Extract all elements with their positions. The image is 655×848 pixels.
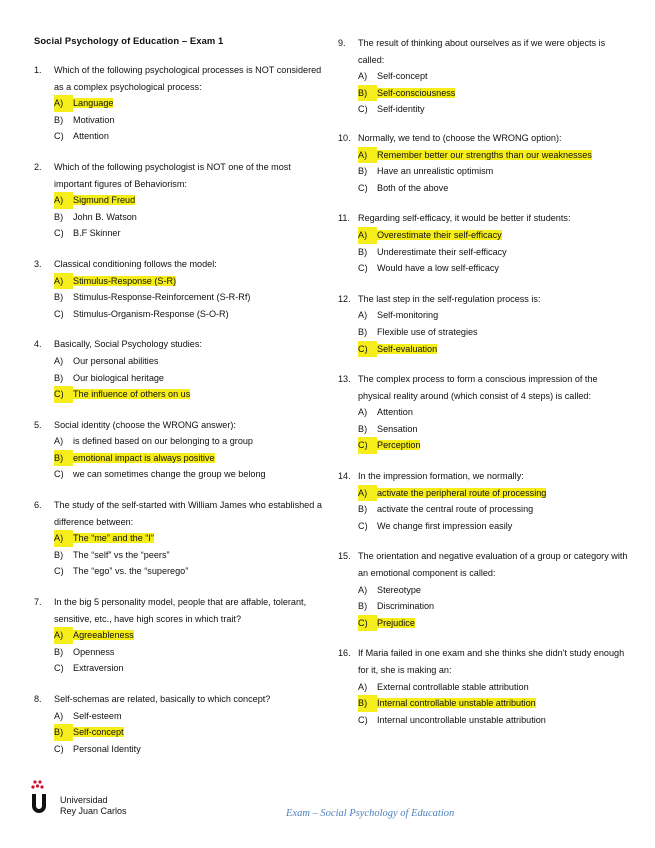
option-text: Self-monitoring — [377, 310, 439, 321]
option-letter: B) — [54, 724, 73, 741]
option-text-wrap — [377, 421, 630, 438]
university-line1: Universidad — [60, 795, 108, 805]
option-text: Overestimate their self-efficacy — [377, 229, 502, 240]
option-text-wrap — [377, 712, 630, 729]
option-letter: B) — [54, 211, 64, 222]
option-text-wrap — [73, 547, 324, 564]
option-c — [358, 260, 630, 277]
question-14 — [338, 468, 630, 534]
option-text: Both of the above — [377, 182, 449, 193]
option-letter: B) — [54, 549, 64, 560]
option-letter: C) — [358, 615, 377, 632]
option-letter: B) — [358, 326, 368, 337]
option-text: is defined based on our belonging to a group — [73, 436, 253, 447]
option-text: Sigmund Freud — [73, 195, 136, 206]
option-letter: B) — [54, 450, 73, 467]
option-text-wrap — [377, 341, 630, 358]
options-list — [34, 95, 324, 145]
option-text: Extraversion — [73, 663, 124, 674]
option-text: Openness — [73, 646, 115, 657]
option-letter: C) — [358, 437, 377, 454]
left-column — [34, 62, 324, 757]
option-c — [358, 101, 630, 118]
option-b-highlighted — [358, 85, 630, 102]
option-text-wrap — [377, 324, 630, 341]
options-list — [34, 433, 324, 483]
option-text-wrap — [377, 485, 630, 502]
option-letter: B) — [358, 601, 368, 612]
option-text: Self-consciousness — [377, 87, 456, 98]
question-6 — [34, 497, 324, 580]
options-list — [34, 353, 324, 403]
question-text: The study of the self-started with William James who established a difference between: — [54, 500, 322, 527]
option-letter: A) — [358, 310, 368, 321]
option-b-highlighted — [54, 724, 324, 741]
option-text: The “ego” vs. the “superego” — [73, 566, 189, 577]
option-letter: C) — [358, 520, 368, 531]
option-text-wrap — [377, 244, 630, 261]
option-text: Discrimination — [377, 601, 435, 612]
option-text-wrap — [377, 180, 630, 197]
option-letter: C) — [54, 743, 64, 754]
option-text-wrap — [377, 501, 630, 518]
question-number: 14. — [338, 471, 351, 482]
options-list — [34, 273, 324, 323]
option-text-wrap — [73, 724, 324, 741]
option-text-wrap — [73, 466, 324, 483]
option-text: Internal controllable unstable attribution — [377, 698, 536, 709]
question-header — [34, 691, 324, 708]
option-letter: C) — [54, 663, 64, 674]
option-letter: A) — [54, 192, 73, 209]
option-a — [54, 353, 324, 370]
option-letter: B) — [358, 166, 368, 177]
question-header — [338, 130, 630, 147]
option-letter: B) — [54, 372, 64, 383]
option-a-highlighted — [358, 227, 630, 244]
question-number: 2. — [34, 161, 42, 172]
question-number: 8. — [34, 694, 42, 704]
option-text-wrap — [73, 627, 324, 644]
option-letter: C) — [358, 341, 377, 358]
exam-title: Social Psychology of Education – Exam 1 — [34, 35, 224, 46]
option-text: Attention — [73, 131, 109, 142]
option-text-wrap — [73, 530, 324, 547]
option-a — [358, 679, 630, 696]
option-text: Self-evaluation — [377, 343, 438, 354]
option-text-wrap — [377, 307, 630, 324]
question-text: The last step in the self-regulation process is: — [358, 293, 541, 304]
option-a-highlighted — [54, 273, 324, 290]
question-number: 10. — [338, 132, 351, 143]
option-text-wrap — [73, 225, 324, 242]
option-text: The “me” and the “I” — [73, 533, 154, 544]
logo-u-icon — [32, 794, 46, 813]
question-text: Which of the following psychologist is NOT one of the most important figures of Behaviorism: — [54, 161, 291, 189]
option-letter: A) — [54, 710, 64, 721]
option-letter: C) — [54, 308, 64, 319]
question-text: Classical conditioning follows the model: — [54, 258, 217, 269]
option-a — [54, 433, 324, 450]
option-text: Motivation — [73, 114, 115, 125]
option-text: Stimulus-Response-Reinforcement (S-R-Rf) — [73, 292, 251, 303]
question-text: If Maria failed in one exam and she thinks she didn't study enough for it, she is making an: — [358, 648, 625, 675]
option-letter: B) — [54, 646, 64, 657]
option-text: Self-esteem — [73, 710, 122, 721]
right-column — [338, 35, 630, 728]
option-a — [54, 708, 324, 725]
option-text-wrap — [73, 644, 324, 661]
option-a — [358, 404, 630, 421]
option-text: We change first impression easily — [377, 520, 513, 531]
option-text-wrap — [73, 563, 324, 580]
option-c-highlighted — [358, 341, 630, 358]
option-b — [358, 501, 630, 518]
question-16 — [338, 645, 630, 728]
option-letter: B) — [358, 504, 368, 515]
option-text-wrap — [377, 679, 630, 696]
question-header — [34, 62, 324, 95]
option-text-wrap — [73, 209, 324, 226]
option-letter: A) — [358, 147, 377, 164]
question-9 — [338, 35, 630, 118]
option-text-wrap — [377, 695, 630, 712]
question-header — [338, 548, 630, 581]
option-c — [358, 180, 630, 197]
option-c — [54, 128, 324, 145]
option-letter: C) — [54, 131, 64, 142]
option-text: Perception — [377, 440, 421, 451]
option-text: Prejudice — [377, 617, 415, 628]
option-text-wrap — [377, 404, 630, 421]
question-header — [338, 35, 630, 68]
question-header — [34, 594, 324, 627]
option-letter: B) — [54, 114, 64, 125]
option-text-wrap — [73, 450, 324, 467]
options-list — [338, 147, 630, 197]
option-c — [358, 518, 630, 535]
option-letter: A) — [358, 584, 368, 595]
option-a-highlighted — [358, 485, 630, 502]
question-header — [338, 371, 630, 404]
option-a-highlighted — [54, 627, 324, 644]
question-number: 6. — [34, 500, 42, 511]
option-text-wrap — [377, 147, 630, 164]
option-letter: B) — [358, 423, 368, 434]
question-text: Social identity (choose the WRONG answer): — [54, 419, 236, 430]
option-c-highlighted — [358, 615, 630, 632]
option-a — [358, 68, 630, 85]
question-text: Which of the following psychological processes is NOT considered as a complex psychological process: — [54, 65, 322, 92]
option-b — [358, 163, 630, 180]
option-b — [54, 644, 324, 661]
question-8 — [34, 691, 324, 757]
option-letter: A) — [54, 627, 73, 644]
options-list — [338, 679, 630, 729]
option-text: Underestimate their self-efficacy — [377, 246, 507, 257]
question-header — [338, 291, 630, 308]
option-c — [54, 741, 324, 758]
option-text: Agreeableness — [73, 630, 134, 641]
option-text-wrap — [73, 708, 324, 725]
question-text: Basically, Social Psychology studies: — [54, 339, 202, 350]
option-letter: A) — [54, 273, 73, 290]
options-list — [34, 192, 324, 242]
option-b — [358, 324, 630, 341]
options-list — [338, 68, 630, 118]
option-text: Self-concept — [377, 71, 428, 82]
option-text-wrap — [73, 289, 324, 306]
question-number: 12. — [338, 293, 351, 304]
options-list — [338, 485, 630, 535]
question-header — [34, 336, 324, 353]
option-letter: A) — [54, 355, 64, 366]
option-b-highlighted — [358, 695, 630, 712]
option-text-wrap — [377, 68, 630, 85]
option-c-highlighted — [358, 437, 630, 454]
option-text: Our personal abilities — [73, 355, 159, 366]
option-text-wrap — [377, 518, 630, 535]
option-a-highlighted — [358, 147, 630, 164]
question-number: 11. — [338, 213, 350, 224]
question-5 — [34, 417, 324, 483]
question-header — [338, 210, 630, 227]
option-text: Self-identity — [377, 104, 425, 115]
option-letter: B) — [54, 292, 64, 303]
option-b — [358, 598, 630, 615]
option-text: Language — [73, 98, 114, 109]
option-a-highlighted — [54, 530, 324, 547]
option-text-wrap — [377, 227, 630, 244]
option-text-wrap — [377, 582, 630, 599]
option-c — [54, 660, 324, 677]
option-text-wrap — [73, 353, 324, 370]
option-text: Sensation — [377, 423, 418, 434]
option-text-wrap — [73, 386, 324, 403]
option-b — [54, 112, 324, 129]
question-7 — [34, 594, 324, 677]
question-header — [34, 256, 324, 273]
question-10 — [338, 130, 630, 196]
option-text-wrap — [73, 433, 324, 450]
option-text-wrap — [73, 660, 324, 677]
options-list — [34, 627, 324, 677]
question-text: Self-schemas are related, basically to which concept? — [54, 694, 271, 704]
option-c — [54, 466, 324, 483]
option-text: activate the peripheral route of processing — [377, 487, 547, 498]
option-c — [54, 225, 324, 242]
option-letter: A) — [358, 681, 368, 692]
option-text-wrap — [73, 273, 324, 290]
question-number: 15. — [338, 551, 351, 562]
option-b — [358, 244, 630, 261]
option-c — [54, 306, 324, 323]
option-text-wrap — [73, 370, 324, 387]
question-4 — [34, 336, 324, 402]
option-text: Self-concept — [73, 727, 124, 738]
option-letter: A) — [358, 71, 368, 82]
option-text-wrap — [73, 741, 324, 758]
option-text: activate the central route of processing — [377, 504, 534, 515]
option-text: Stimulus-Organism-Response (S-O-R) — [73, 308, 229, 319]
option-b — [54, 370, 324, 387]
option-text-wrap — [73, 306, 324, 323]
option-text: Would have a low self-efficacy — [377, 263, 499, 274]
option-c — [358, 712, 630, 729]
option-text: Attention — [377, 407, 413, 418]
option-b — [54, 209, 324, 226]
option-letter: A) — [358, 407, 368, 418]
option-text-wrap — [73, 128, 324, 145]
option-text: Stimulus-Response (S-R) — [73, 275, 177, 286]
options-list — [338, 307, 630, 357]
option-text-wrap — [73, 192, 324, 209]
option-text-wrap — [377, 615, 630, 632]
question-header — [338, 468, 630, 485]
option-text: Remember better our strengths than our weaknesses — [377, 149, 592, 160]
option-a — [358, 582, 630, 599]
option-letter: C) — [54, 566, 64, 577]
question-text: In the impression formation, we normally: — [358, 471, 524, 482]
question-header — [34, 159, 324, 192]
option-text: Flexible use of strategies — [377, 326, 478, 337]
options-list — [338, 227, 630, 277]
question-number: 3. — [34, 258, 42, 269]
question-3 — [34, 256, 324, 322]
option-letter: A) — [54, 95, 73, 112]
footer-text: Exam – Social Psychology of Education — [286, 808, 455, 819]
option-letter: A) — [54, 530, 73, 547]
university-name — [60, 795, 127, 817]
option-letter: C) — [54, 469, 64, 480]
option-a — [358, 307, 630, 324]
option-text: Have an unrealistic optimism — [377, 166, 494, 177]
question-text: The complex process to form a conscious impression of the physical reality around (which consist of 4 steps) is called: — [358, 374, 598, 401]
option-letter: A) — [54, 436, 64, 447]
option-b-highlighted — [54, 450, 324, 467]
question-1 — [34, 62, 324, 145]
option-text: B.F Skinner — [73, 228, 121, 239]
option-text-wrap — [377, 260, 630, 277]
option-text: Stereotype — [377, 584, 421, 595]
option-text-wrap — [377, 598, 630, 615]
question-text: Normally, we tend to (choose the WRONG option): — [358, 132, 562, 143]
question-text: The orientation and negative evaluation of a group or category with an emotional component is called: — [358, 551, 628, 579]
option-text: Internal uncontrollable unstable attribution — [377, 714, 546, 725]
option-text: External controllable stable attribution — [377, 681, 529, 692]
option-letter: B) — [358, 85, 377, 102]
option-text: The influence of others on us — [73, 389, 191, 400]
question-number: 1. — [34, 65, 42, 75]
option-c — [54, 563, 324, 580]
question-13 — [338, 371, 630, 454]
option-letter: C) — [54, 228, 64, 239]
option-b — [358, 421, 630, 438]
option-a-highlighted — [54, 95, 324, 112]
options-list — [34, 530, 324, 580]
option-text-wrap — [73, 95, 324, 112]
option-text-wrap — [377, 163, 630, 180]
option-text-wrap — [377, 101, 630, 118]
option-letter: B) — [358, 246, 368, 257]
option-text: Personal Identity — [73, 743, 141, 754]
question-text: The result of thinking about ourselves as if we were objects is called: — [358, 38, 606, 65]
option-a-highlighted — [54, 192, 324, 209]
option-letter: C) — [54, 386, 73, 403]
option-b — [54, 289, 324, 306]
university-line2: Rey Juan Carlos — [60, 806, 127, 816]
question-header — [34, 497, 324, 530]
option-text-wrap — [377, 85, 630, 102]
question-number: 5. — [34, 419, 42, 430]
question-11 — [338, 210, 630, 276]
question-number: 13. — [338, 374, 351, 385]
option-text: The “self” vs the “peers” — [73, 549, 170, 560]
option-text-wrap — [377, 437, 630, 454]
option-text-wrap — [73, 112, 324, 129]
question-number: 9. — [338, 38, 346, 48]
option-letter: C) — [358, 182, 368, 193]
options-list — [338, 404, 630, 454]
option-text: John B. Watson — [73, 211, 137, 222]
options-list — [338, 582, 630, 632]
question-number: 4. — [34, 339, 42, 350]
question-text: Regarding self-efficacy, it would be better if students: — [358, 213, 571, 224]
option-text: we can sometimes change the group we belong — [73, 469, 266, 480]
option-letter: C) — [358, 263, 368, 274]
option-text: emotional impact is always positive — [73, 452, 215, 463]
option-b — [54, 547, 324, 564]
options-list — [34, 708, 324, 758]
question-12 — [338, 291, 630, 357]
option-letter: C) — [358, 714, 368, 725]
option-letter: C) — [358, 104, 368, 115]
option-c-highlighted — [54, 386, 324, 403]
question-number: 16. — [338, 648, 351, 659]
option-letter: A) — [358, 227, 377, 244]
question-text: In the big 5 personality model, people that are affable, tolerant, sensitive, etc., have high scores in which trait? — [54, 597, 307, 624]
option-letter: B) — [358, 695, 377, 712]
question-header — [338, 645, 630, 678]
question-header — [34, 417, 324, 434]
question-15 — [338, 548, 630, 631]
option-letter: A) — [358, 485, 377, 502]
logo-dots-icon — [31, 780, 43, 788]
option-text: Our biological heritage — [73, 372, 164, 383]
question-number: 7. — [34, 597, 42, 608]
question-2 — [34, 159, 324, 242]
